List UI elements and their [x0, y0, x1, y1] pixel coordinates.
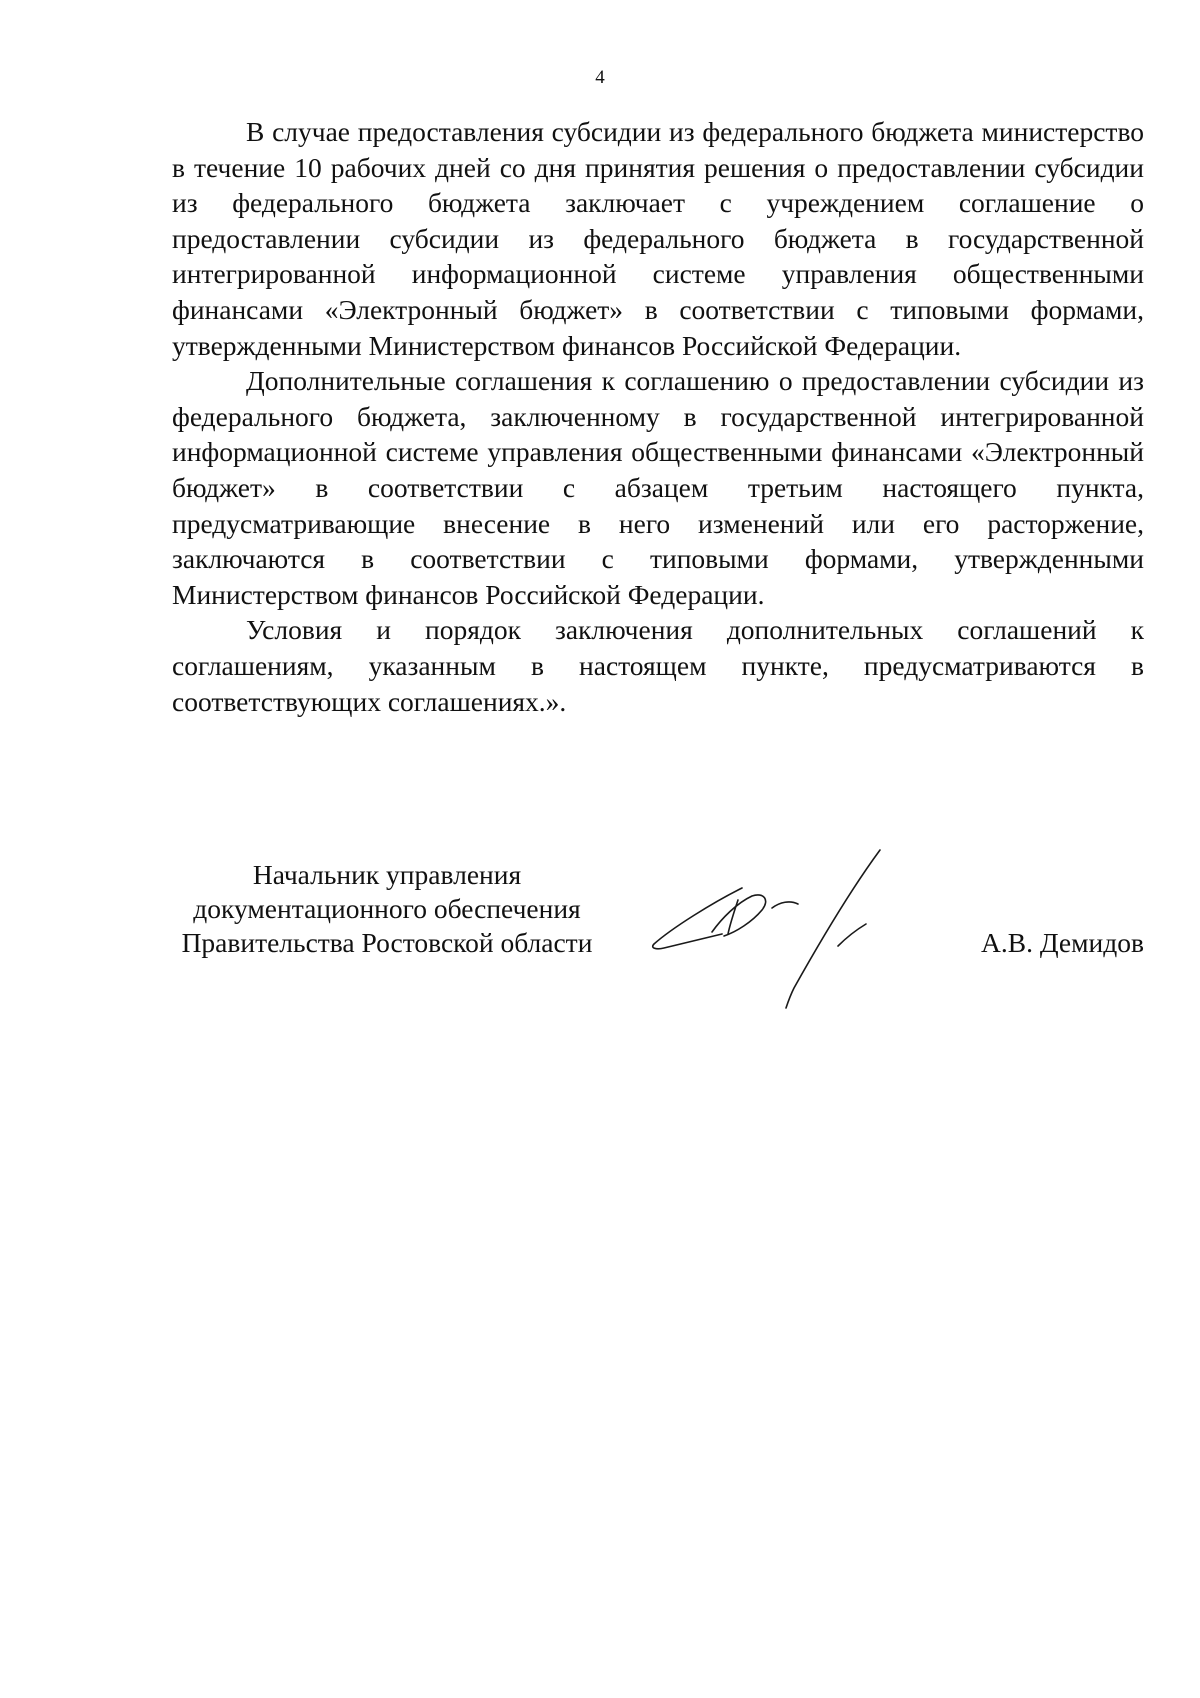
signatory-position-line: Начальник управления: [252, 859, 522, 890]
signatory-position-line: документационного обеспечения: [193, 893, 581, 924]
page-number: 4: [595, 67, 605, 88]
paragraph-additional-agreements: Дополнительные соглашения к соглашению о предоставлении субсидии из федерального бюджета, заключенному в государственной интегрированной информационной системе управления общественными финансами «Электронный бюджет» в соответствии с абзацем третьим настоящего пункта, предусматривающие внесение в него изменений или его расторжение, заключаются в соответствии с типовыми формами, утвержденными Министерством финансов Российской Федерации.: [172, 365, 1144, 610]
signatory-position: [172, 858, 602, 960]
paragraph-subsidy-agreement: В случае предоставления субсидии из федерального бюджета министерство в течение 10 рабочих дней со дня принятия решения о предоставлении субсидии из федерального бюджета заключает с учреждением соглашение о предоставлении субсидии из федерального бюджета в государственной интегрированной информационной системе управления общественными финансами «Электронный бюджет» в соответствии с типовыми формами, утвержденными Министерством финансов Российской Федерации.: [172, 116, 1144, 361]
signature-block: [172, 858, 1144, 1038]
paragraph-conditions: Условия и порядок заключения дополнительных соглашений к соглашениям, указанным в настоящем пункте, предусматриваются в соответствующих соглашениях.».: [172, 614, 1144, 717]
document-body: [172, 114, 1144, 719]
signatory-name: А.В. Демидов: [981, 927, 1144, 958]
handwritten-signature: [642, 848, 942, 1028]
signatory-position-line: Правительства Ростовской области: [181, 927, 593, 958]
